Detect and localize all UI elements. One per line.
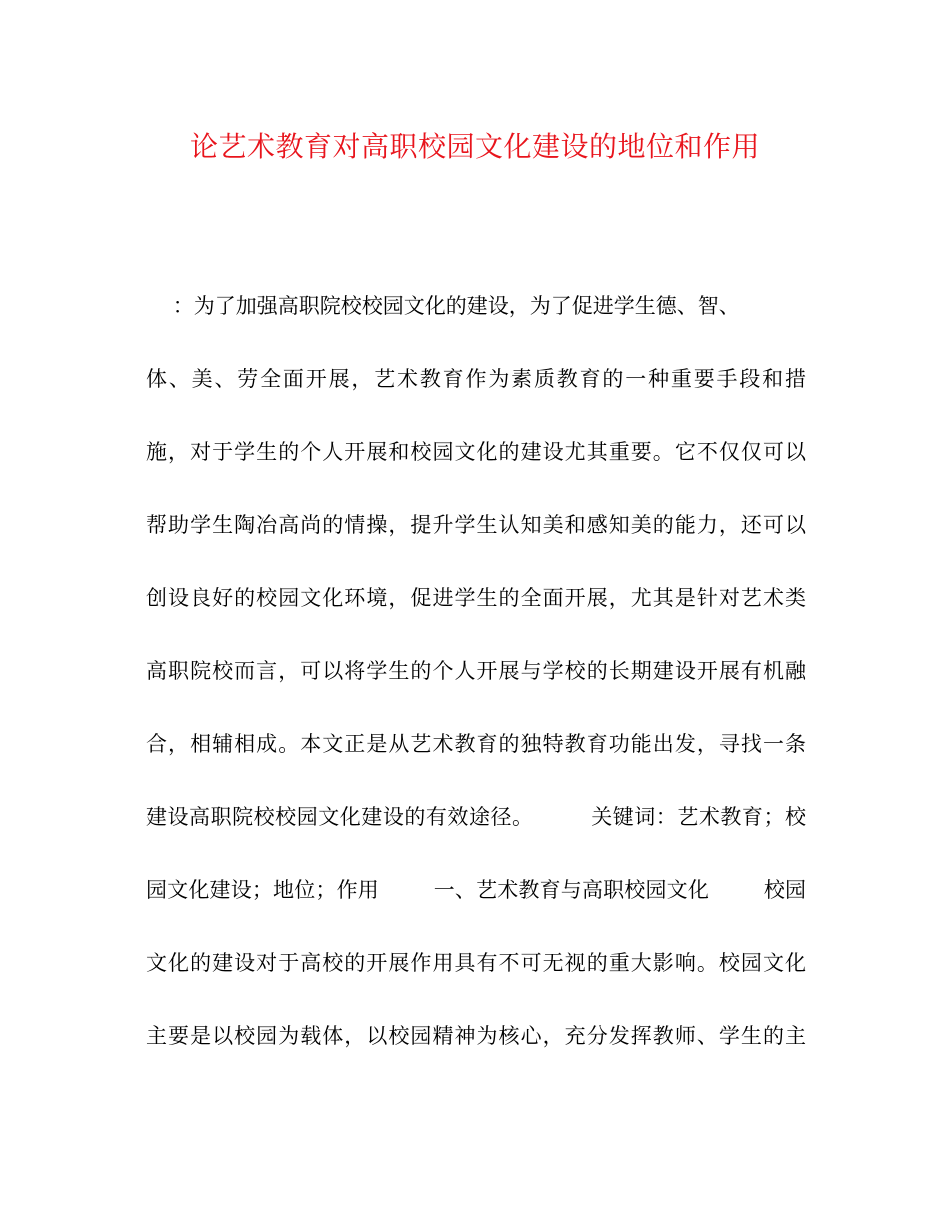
paragraph-line: 建设高职院校校园文化建设的有效途径。 关键词：艺术教育；校 — [146, 805, 806, 829]
paragraph-line: 文化的建设对于高校的开展作用具有不可无视的重大影响。校园文化 — [146, 951, 806, 975]
paragraph-line: 合，相辅相成。本文正是从艺术教育的独特教育功能出发，寻找一条 — [146, 732, 806, 756]
paragraph-line: 高职院校而言，可以将学生的个人开展与学校的长期建设开展有机融 — [146, 659, 806, 683]
paragraph-line: 体、美、劳全面开展，艺术教育作为素质教育的一种重要手段和措 — [146, 367, 806, 391]
paragraph-line: 创设良好的校园文化环境，促进学生的全面开展，尤其是针对艺术类 — [146, 586, 806, 610]
paragraph-line: 施，对于学生的个人开展和校园文化的建设尤其重要。它不仅仅可以 — [146, 440, 806, 464]
document-title: 论艺术教育对高职校园文化建设的地位和作用 — [189, 130, 760, 163]
paragraph-line: 园文化建设；地位；作用 一、艺术教育与高职校园文化 校园 — [146, 878, 806, 902]
paragraph-line: 主要是以校园为载体，以校园精神为核心，充分发挥教师、学生的主 — [146, 1024, 806, 1048]
document-body — [146, 286, 806, 1089]
paragraph-line: ：为了加强高职院校校园文化的建设，为了促进学生德、智、 — [146, 294, 740, 318]
paragraph-line: 帮助学生陶冶高尚的情操，提升学生认知美和感知美的能力，还可以 — [146, 513, 806, 537]
